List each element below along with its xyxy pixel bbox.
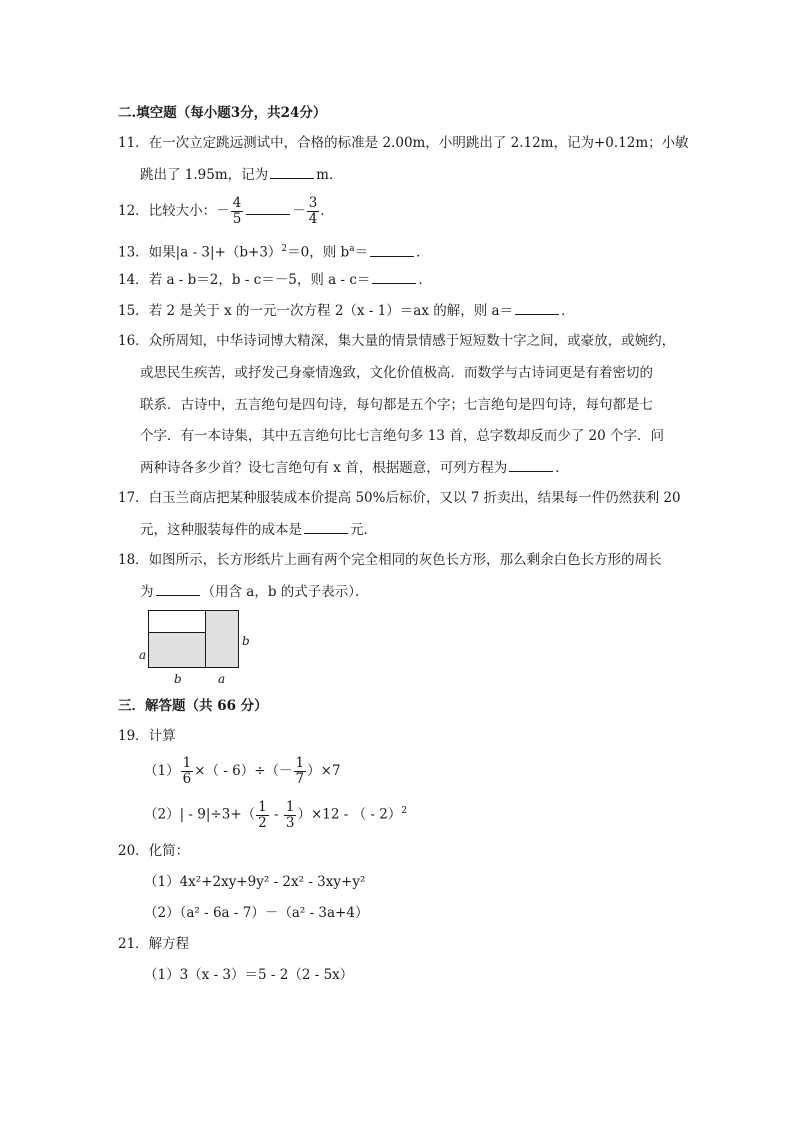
answer-blank bbox=[270, 165, 314, 179]
question-18-line2 bbox=[140, 582, 369, 601]
fraction bbox=[256, 800, 269, 831]
question-19-part2 bbox=[144, 795, 407, 831]
text: ． bbox=[555, 460, 569, 476]
denominator: 5 bbox=[232, 211, 242, 227]
question-12 bbox=[118, 194, 334, 228]
question-20-part2: （2）（a² - 6a - 7）－（a² - 3a+4） bbox=[144, 905, 369, 921]
question-17-line2 bbox=[140, 520, 377, 539]
denominator: 4 bbox=[308, 211, 318, 227]
text: ． bbox=[320, 203, 334, 219]
numerator: 1 bbox=[258, 798, 267, 815]
text: 15．若 2 是关于 x 的一元一次方程 2（x - 1）＝ax 的解，则 a＝ bbox=[118, 303, 514, 319]
label-b-right: b bbox=[242, 634, 250, 648]
question-16-line5 bbox=[140, 458, 569, 477]
question-19-part1 bbox=[144, 755, 341, 787]
numerator: 1 bbox=[295, 755, 305, 771]
question-15 bbox=[118, 301, 575, 320]
answer-blank bbox=[509, 458, 553, 472]
rectangle-figure bbox=[136, 610, 250, 688]
text: 为 bbox=[140, 584, 154, 600]
gray-rectangle-horizontal bbox=[149, 633, 206, 668]
text: － bbox=[292, 203, 306, 219]
text: ＝0，则 b bbox=[287, 244, 350, 261]
fraction bbox=[284, 800, 297, 831]
question-13 bbox=[118, 240, 430, 262]
question-11-line2 bbox=[140, 165, 342, 184]
gray-rectangle-vertical bbox=[206, 611, 239, 668]
question-17-line1: 17．白玉兰商店把某种服装成本价提高 50%后标价，又以 7 折卖出，结果每一件仍然获利 20 bbox=[118, 490, 681, 506]
text: ）×7 bbox=[307, 763, 341, 779]
answer-blank bbox=[370, 243, 414, 257]
question-20-title: 20．化简： bbox=[118, 843, 190, 859]
text: ）×12 - （ - 2） bbox=[297, 806, 402, 823]
answer-blank bbox=[156, 582, 200, 596]
question-21-part1: （1）3（x - 3）＝5 - 2（2 - 5x） bbox=[144, 967, 354, 983]
text: ． bbox=[418, 272, 432, 288]
text: 两种诗各多少首？设七言绝句有 x 首，根据题意，可列方程为 bbox=[140, 460, 508, 476]
answer-blank bbox=[515, 301, 559, 315]
question-14 bbox=[118, 270, 432, 289]
fraction bbox=[181, 756, 194, 787]
question-21-title: 21．解方程 bbox=[118, 936, 190, 952]
text: 13．如果|a - 3|+（b+3） bbox=[118, 244, 282, 261]
question-18-line1: 18．如图所示，长方形纸片上画有两个完全相同的灰色长方形，那么剩余白色长方形的周长 bbox=[118, 552, 662, 568]
text: 元，这种服装每件的成本是 bbox=[140, 522, 302, 538]
text: - bbox=[269, 806, 283, 823]
text: 12．比较大小：－ bbox=[118, 203, 230, 219]
fraction bbox=[307, 196, 320, 227]
superscript: a bbox=[349, 244, 355, 254]
text: ＝ bbox=[354, 244, 369, 261]
label-a-bottom: a bbox=[218, 672, 226, 686]
text: （2）| - 9|÷3+（ bbox=[144, 806, 256, 823]
denominator: 7 bbox=[295, 771, 305, 787]
text: 元． bbox=[350, 522, 377, 538]
superscript: 2 bbox=[401, 806, 408, 816]
text: 跳出了 1.95m，记为 bbox=[140, 167, 269, 183]
text: 14．若 a - b＝2，b - c＝－5，则 a - c＝ bbox=[118, 272, 371, 288]
label-b-bottom: b bbox=[174, 672, 182, 686]
denominator: 6 bbox=[182, 771, 192, 787]
text: ． bbox=[416, 244, 430, 261]
question-16-line2: 或思民生疾苦，或抒发己身豪情逸致，文化价值极高．而数学与古诗词更是有着密切的 bbox=[140, 365, 653, 381]
text: （用含 a，b 的式子表示）． bbox=[201, 584, 369, 600]
numerator: 1 bbox=[182, 755, 192, 771]
answer-blank bbox=[246, 201, 290, 215]
answer-blank bbox=[304, 520, 348, 534]
numerator: 1 bbox=[285, 798, 295, 815]
text: ×（ - 6）÷（－ bbox=[194, 763, 293, 779]
text: （1） bbox=[144, 763, 180, 779]
text: m． bbox=[316, 167, 343, 183]
label-a-left: a bbox=[139, 648, 147, 662]
section-title: 二.填空题（每小题3分，共24分） bbox=[118, 105, 327, 121]
superscript: 2 bbox=[281, 244, 288, 254]
denominator: 2 bbox=[258, 814, 267, 831]
numerator: 4 bbox=[232, 195, 242, 211]
question-16-line3: 联系．古诗中，五言绝句是四句诗，每句都是五个字；七言绝句是四句诗，每句都是七 bbox=[140, 397, 653, 413]
question-16-line4: 个字．有一本诗集，其中五言绝句比七言绝句多 13 首，总字数却反而少了 20 个字．问 bbox=[140, 428, 665, 444]
question-16-line1: 16．众所周知，中华诗词博大精深，集大量的情景情感于短短数十字之间，或豪放，或婉约， bbox=[118, 333, 676, 349]
question-20-part1: （1）4x²+2xy+9y² - 2x² - 3xy+y² bbox=[144, 874, 366, 890]
question-19-title: 19．计算 bbox=[118, 728, 176, 744]
numerator: 3 bbox=[308, 195, 318, 211]
section-title: 三．解答题（共 66 分） bbox=[118, 698, 268, 714]
text: ． bbox=[561, 303, 575, 319]
question-11-line1: 11．在一次立定跳远测试中，合格的标准是 2.00m，小明跳出了 2.12m，记为+0.12m；小敏 bbox=[118, 135, 689, 151]
answer-blank bbox=[372, 270, 416, 284]
fraction bbox=[231, 196, 244, 227]
denominator: 3 bbox=[285, 814, 295, 831]
fraction bbox=[294, 756, 307, 787]
